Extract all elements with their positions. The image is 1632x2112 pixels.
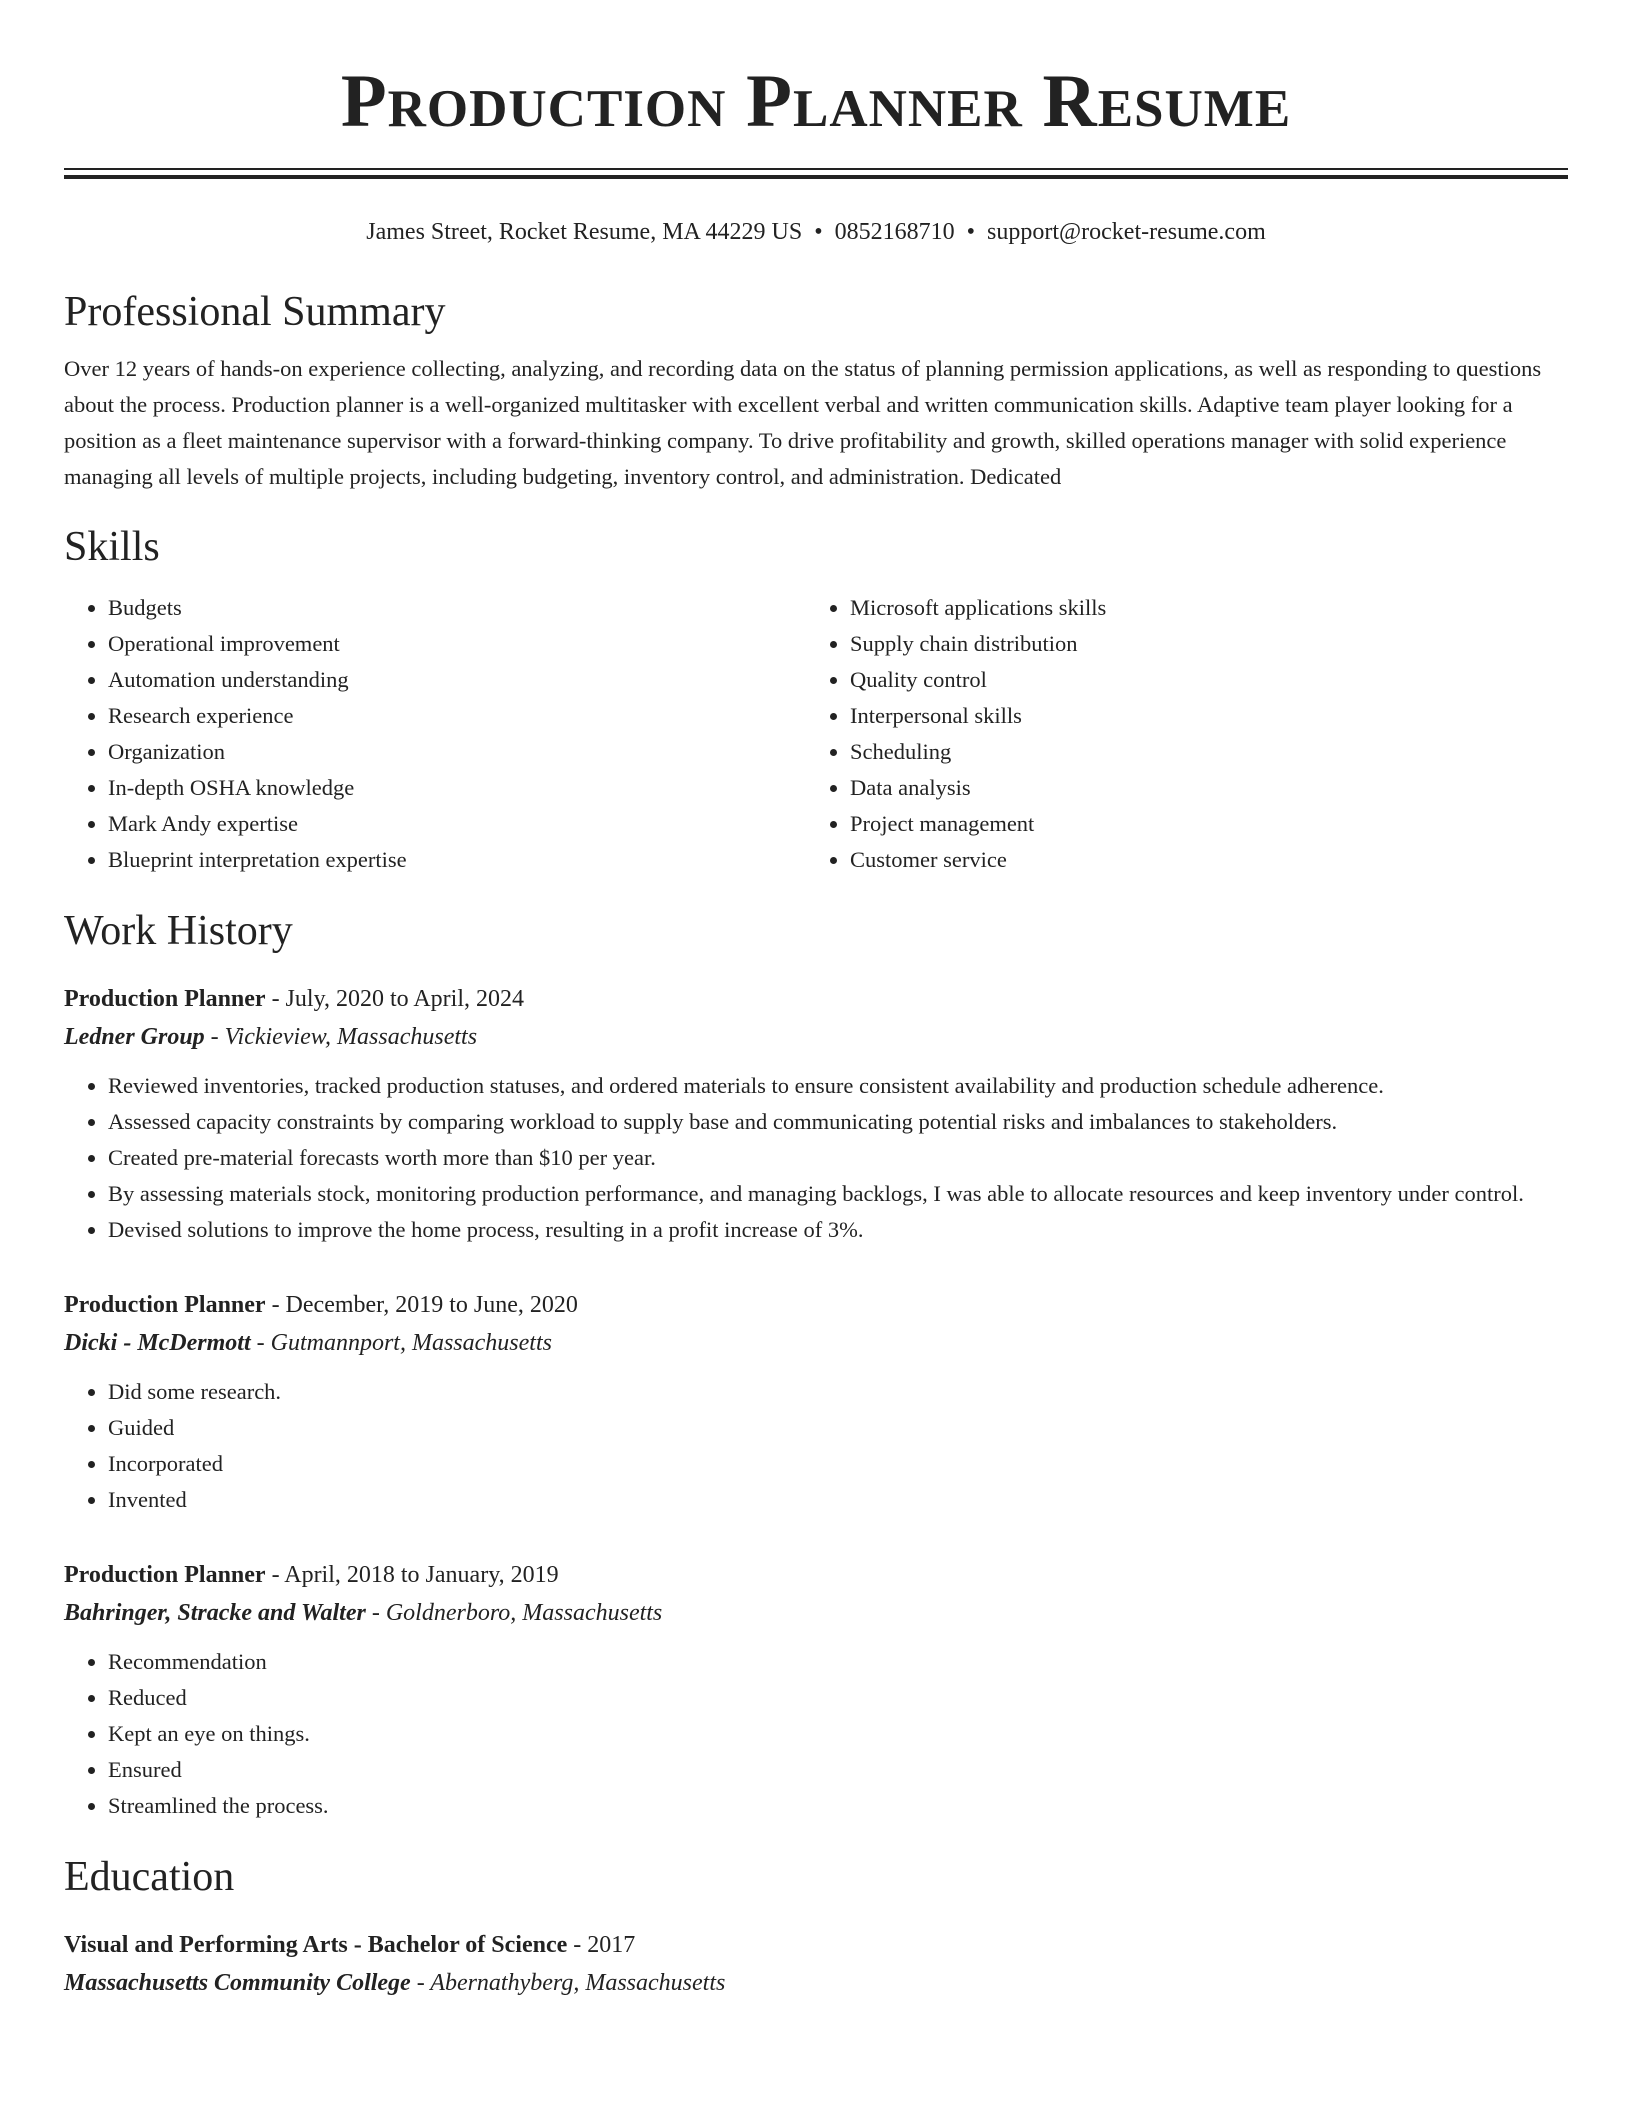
job-location: - Vickieview, Massachusetts (204, 1024, 478, 1050)
education-school-line (64, 1964, 1568, 2002)
skill-item: • Blueprint interpretation expertise (108, 842, 806, 878)
job-bullets (64, 1374, 1568, 1518)
job-bullet: • Incorporated (108, 1446, 1568, 1482)
contact-separator: • (966, 219, 976, 245)
skill-item: • Data analysis (850, 770, 1548, 806)
contact-phone: 0852168710 (834, 219, 955, 245)
job-bullet: • Invented (108, 1482, 1568, 1518)
job-bullet: • Did some research. (108, 1374, 1568, 1410)
job-company-line (64, 1324, 1568, 1362)
education-entry (64, 1926, 1568, 2002)
job-bullet: • Kept an eye on things. (108, 1716, 1568, 1752)
job-role: Production Planner (64, 1562, 266, 1588)
education-location: - Abernathyberg, Massachusetts (410, 1970, 726, 1996)
summary-heading: Professional Summary (64, 289, 446, 335)
job-bullet: • Reduced (108, 1680, 1568, 1716)
skill-item: • Interpersonal skills (850, 698, 1548, 734)
job-bullet: • By assessing materials stock, monitoring production performance, and managing backlogs, I was able to allocate resources and keep inventory under control. (108, 1176, 1568, 1212)
job-entry (64, 980, 1568, 1248)
education-school: Massachusetts Community College (64, 1970, 411, 1996)
work-history-heading: Work History (64, 908, 293, 954)
skills-column-right (806, 590, 1548, 878)
job-bullet: • Guided (108, 1410, 1568, 1446)
skills-list (64, 590, 1568, 878)
summary-text: Over 12 years of hands-on experience collecting, analyzing, and recording data on the status of planning permission applications, as well as responding to questions about the process. Production planner is a well-organized multitasker with excellent verbal and written communication skills. Adaptive team player looking for a position as a fleet maintenance supervisor with a forward-thinking company. To drive profitability and growth, skilled operations manager with solid experience managing all levels of multiple projects, including budgeting, inventory control, and administration. Dedicated (64, 356, 1542, 489)
job-dates: - July, 2020 to April, 2024 (265, 986, 525, 1012)
job-bullet: • Reviewed inventories, tracked production statuses, and ordered materials to ensure consistent availability and production schedule adherence. (108, 1068, 1568, 1104)
job-dates: - April, 2018 to January, 2019 (265, 1562, 559, 1588)
skill-item: • Microsoft applications skills (850, 590, 1548, 626)
job-location: - Goldnerboro, Massachusetts (365, 1600, 663, 1626)
job-company-line (64, 1594, 1568, 1632)
contact-email: support@rocket-resume.com (987, 219, 1266, 245)
job-role: Production Planner (64, 1292, 266, 1318)
skill-item: • Scheduling (850, 734, 1548, 770)
job-bullet: • Devised solutions to improve the home process, resulting in a profit increase of 3%. (108, 1212, 1568, 1248)
job-entry (64, 1286, 1568, 1518)
job-company: Bahringer, Stracke and Walter (64, 1600, 366, 1626)
skills-heading: Skills (64, 524, 160, 570)
skill-item: • In-depth OSHA knowledge (108, 770, 806, 806)
skill-item: • Automation understanding (108, 662, 806, 698)
skill-item: • Budgets (108, 590, 806, 626)
skill-item: • Mark Andy expertise (108, 806, 806, 842)
job-bullet: • Assessed capacity constraints by comparing workload to supply base and communicating potential risks and imbalances to stakeholders. (108, 1104, 1568, 1140)
education-year: - 2017 (567, 1932, 636, 1958)
job-dates: - December, 2019 to June, 2020 (265, 1292, 578, 1318)
job-title-line (64, 1286, 1568, 1324)
education-degree: Visual and Performing Arts - Bachelor of Science (64, 1932, 568, 1958)
skill-item: • Operational improvement (108, 626, 806, 662)
skill-item: • Supply chain distribution (850, 626, 1548, 662)
education-degree-line (64, 1926, 1568, 1964)
skill-item: • Customer service (850, 842, 1548, 878)
job-company-line (64, 1018, 1568, 1056)
divider-thin-line (64, 168, 1568, 170)
skill-item: • Research experience (108, 698, 806, 734)
job-bullets (64, 1644, 1568, 1824)
contact-address: James Street, Rocket Resume, MA 44229 US (366, 219, 803, 245)
job-bullet: • Streamlined the process. (108, 1788, 1568, 1824)
job-company: Dicki - McDermott (64, 1330, 251, 1356)
skill-item: • Project management (850, 806, 1548, 842)
contact-line (64, 215, 1568, 249)
divider-thick-line (64, 175, 1568, 179)
job-title-line (64, 980, 1568, 1018)
job-title-line (64, 1556, 1568, 1594)
job-bullet: • Created pre-material forecasts worth more than $10 per year. (108, 1140, 1568, 1176)
job-bullet: • Ensured (108, 1752, 1568, 1788)
job-location: - Gutmannport, Massachusetts (250, 1330, 552, 1356)
skill-item: • Organization (108, 734, 806, 770)
job-company: Ledner Group (64, 1024, 205, 1050)
resume-page (64, 0, 1568, 2002)
skills-column-left (64, 590, 806, 878)
job-bullet: • Recommendation (108, 1644, 1568, 1680)
job-role: Production Planner (64, 986, 266, 1012)
resume-title: Production Planner Resume (340, 60, 1292, 143)
education-heading: Education (64, 1854, 235, 1900)
job-bullets (64, 1068, 1568, 1248)
skill-item: • Quality control (850, 662, 1548, 698)
contact-separator: • (814, 219, 823, 245)
title-divider (64, 168, 1568, 180)
job-entry (64, 1556, 1568, 1824)
